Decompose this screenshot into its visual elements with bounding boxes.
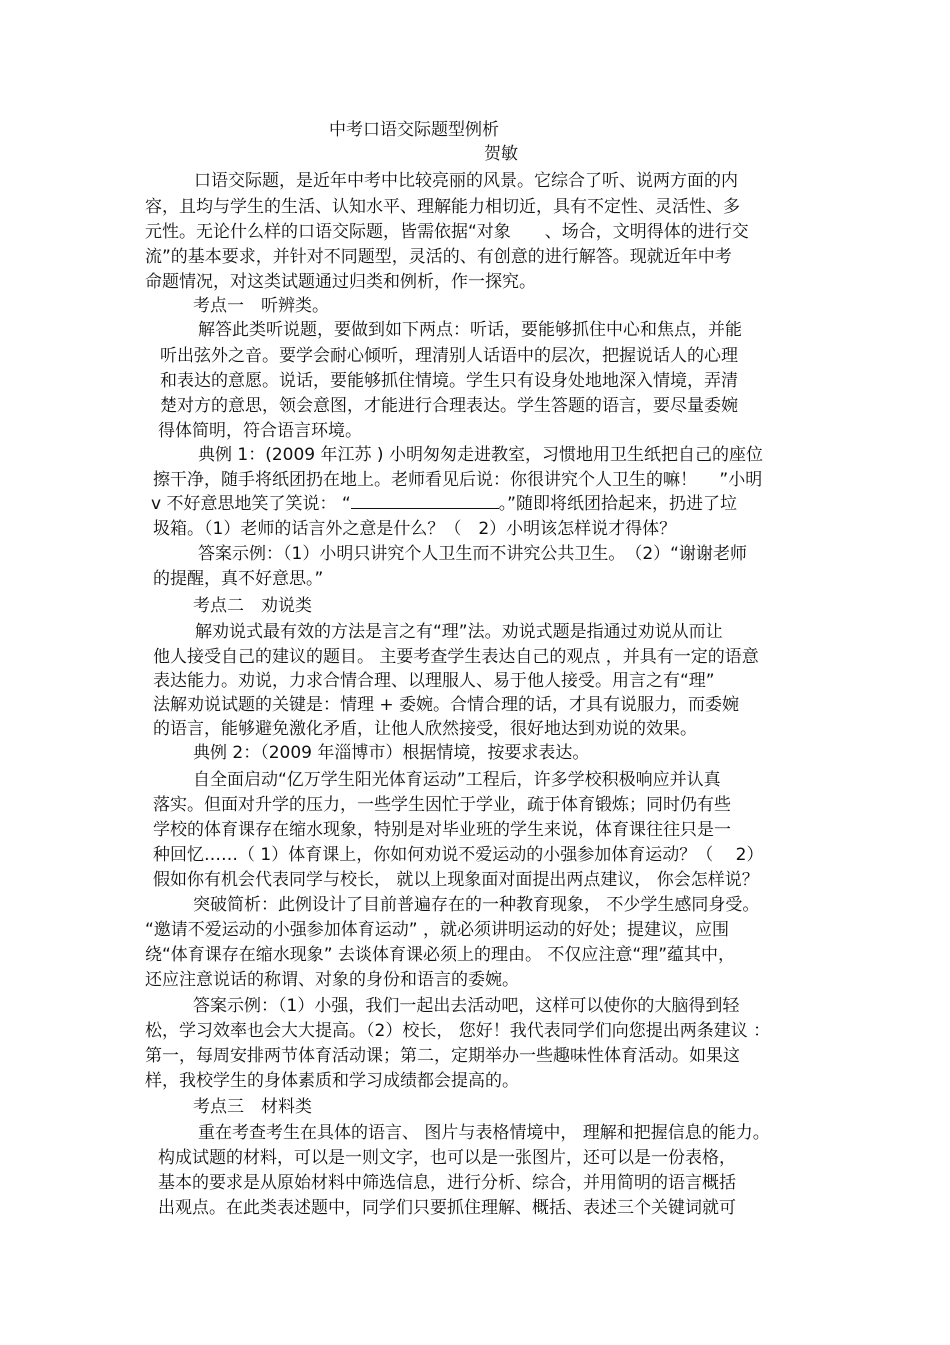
- paragraph-line: 的提醒，真不好意思。”: [153, 569, 324, 589]
- paragraph-line: 和表达的意愿。说话，要能够抓住情境。学生只有设身处地地深入情境，弄清: [160, 371, 738, 391]
- paragraph-line: 基本的要求是从原始材料中筛选信息，进行分析、综合，并用简明的语言概括: [158, 1173, 736, 1193]
- paragraph-line: 得体简明，符合语言环境。: [158, 421, 362, 441]
- paragraph-line: 楚对方的意思，领会意图，才能进行合理表达。学生答题的语言，要尽量委婉: [160, 396, 738, 416]
- paragraph-line: [151, 492, 737, 516]
- example-heading: 典例 2：（2009 年淄博市）根据情境，按要求表达。: [193, 743, 590, 763]
- section-heading: 考点一 听辨类。: [193, 296, 329, 316]
- paragraph-line: 元性。无论什么样的口语交际题，皆需依据“对象 、场合，文明得体的进行交: [145, 222, 749, 242]
- paragraph-line: 重在考查考生在具体的语言、 图片与表格情境中， 理解和把握信息的能力。: [198, 1123, 770, 1143]
- paragraph-line: 样，我校学生的身体素质和学习成绩都会提高的。: [145, 1071, 519, 1091]
- paragraph-line: 听出弦外之音。要学会耐心倾听，理清别人话语中的层次，把握说话人的心理: [160, 346, 738, 366]
- paragraph-line: 他人接受自己的建议的题目。 主要考查学生表达自己的观点 ，并具有一定的语意: [153, 647, 759, 667]
- paragraph-line: 容，且均与学生的生活、认知水平、理解能力相切近，具有不定性、灵活性、多: [145, 197, 740, 217]
- paragraph-line: 口语交际题，是近年中考中比较亮丽的风景。它综合了听、说两方面的内: [194, 171, 738, 191]
- paragraph-line: 流”的基本要求，并针对不同题型，灵活的、有创意的进行解答。现就近年中考: [145, 247, 732, 267]
- paragraph-text: v 不好意思地笑了笑说： “: [151, 494, 351, 514]
- paragraph-text: 。”随即将纸团拾起来，扔进了垃: [498, 494, 737, 514]
- paragraph-line: 第一，每周安排两节体育活动课；第二，定期举办一些趣味性体育活动。如果这: [145, 1046, 740, 1066]
- paragraph-line: 自全面启动“亿万学生阳光体育运动”工程后，许多学校积极响应并认真: [193, 770, 721, 790]
- paragraph-line: 答案示例：（1）小强，我们一起出去活动吧，这样可以使你的大脑得到轻: [193, 996, 740, 1016]
- paragraph-line: 解答此类听说题，要做到如下两点：听话，要能够抓住中心和焦点，并能: [198, 320, 742, 340]
- paragraph-line: 构成试题的材料，可以是一则文字，也可以是一张图片，还可以是一份表格，: [158, 1148, 736, 1168]
- paragraph-line: 命题情况，对这类试题通过归类和例析，作一探究。: [145, 272, 536, 292]
- paragraph-line: 出观点。在此类表述题中，同学们只要抓住理解、概括、表述三个关键词就可: [158, 1198, 736, 1218]
- paragraph-line: 学校的体育课存在缩水现象，特别是对毕业班的学生来说，体育课往往只是一: [153, 820, 731, 840]
- paragraph-line: 突破简析：此例设计了目前普遍存在的一种教育现象， 不少学生感同身受。: [193, 895, 760, 915]
- paragraph-line: 法解劝说试题的关键是：情理 + 委婉。合情合理的话，才具有说服力，而委婉: [153, 695, 740, 715]
- paragraph-line: 答案示例：（1）小明只讲究个人卫生而不讲究公共卫生。 （2）“谢谢老师: [198, 544, 747, 564]
- paragraph-line: 还应注意说话的称谓、对象的身份和语言的委婉。: [145, 970, 519, 990]
- paragraph-line: 表达能力。劝说，力求合情合理、以理服人、易于他人接受。用言之有“理”: [153, 671, 715, 691]
- paragraph-line: 松，学习效率也会大大提高。（2）校长， 您好！我代表同学们向您提出两条建议 ：: [145, 1021, 771, 1041]
- section-heading: 考点二 劝说类: [193, 596, 312, 616]
- answer-blank: [351, 494, 499, 509]
- paragraph-line: 绕“体育课存在缩水现象” 去谈体育课必须上的理由。 不仅应注意“理”蕴其中，: [145, 945, 736, 965]
- document-author: 贺敏: [484, 144, 518, 164]
- example-heading: 典例 1：(2009 年江苏 ) 小明匆匆走进教室，习惯地用卫生纸把自己的座位: [198, 445, 763, 465]
- paragraph-line: 假如你有机会代表同学与校长， 就以上现象面对面提出两点建议， 你会怎样说？: [153, 870, 759, 890]
- section-heading: 考点三 材料类: [193, 1097, 312, 1117]
- paragraph-line: 圾箱。（1）老师的话言外之意是什么？（ 2）小明该怎样说才得体？: [153, 519, 677, 539]
- paragraph-line: “邀请不爱运动的小强参加体育运动” ，就必须讲明运动的好处；提建议，应围: [145, 920, 730, 940]
- paragraph-line: 种回忆……（ 1）体育课上，你如何劝说不爱运动的小强参加体育运动？（ 2）: [153, 845, 764, 865]
- paragraph-line: 的语言，能够避免激化矛盾，让他人欣然接受，很好地达到劝说的效果。: [153, 719, 697, 739]
- paragraph-line: 擦干净，随手将纸团扔在地上。老师看见后说：你很讲究个人卫生的嘛！ ”小明: [153, 470, 763, 490]
- paragraph-line: 解劝说式最有效的方法是言之有“理”法。劝说式题是指通过劝说从而让: [195, 622, 723, 642]
- document-title: 中考口语交际题型例析: [329, 120, 499, 140]
- paragraph-line: 落实。但面对升学的压力，一些学生因忙于学业，疏于体育锻炼；同时仍有些: [153, 795, 731, 815]
